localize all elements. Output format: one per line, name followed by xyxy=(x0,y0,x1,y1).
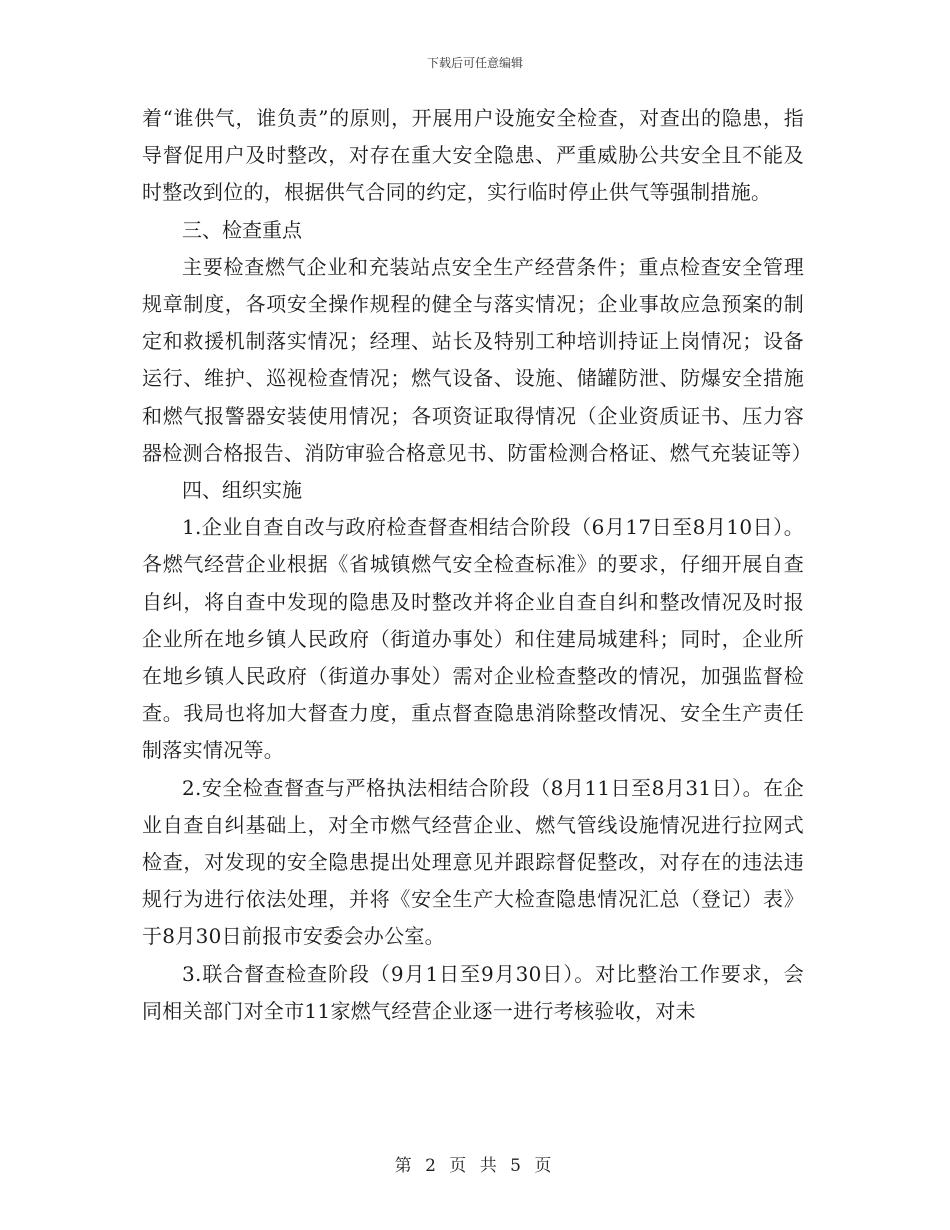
paragraph-phase-3: 3.联合督查检查阶段（9月1日至9月30日）。对比整治工作要求，会同相关部门对全市11家燃气经营企业逐一进行考核验收，对未 xyxy=(142,961,804,1023)
section-heading-inspection-focus: 三、检查重点 xyxy=(182,217,302,242)
document-body xyxy=(142,100,812,1030)
paragraph-phase-1: 1.企业自查自改与政府检查督查相结合阶段（6月17日至8月10日）。各燃气经营企业根据《省城镇燃气安全检查标准》的要求，仔细开展自查自纠，将自查中发现的隐患及时整改并将企业自查自纠和整改情况及时报企业所在地乡镇人民政府（街道办事处）和住建局城建科；同时，企业所在地乡镇人民政府（街道办事处）需对企业检查整改的情况，加强监督检查。我局也将加大督查力度，重点督查隐患消除整改情况、安全生产责任制落实情况等。 xyxy=(142,515,804,763)
paragraph-phase-2: 2.安全检查督查与严格执法相结合阶段（8月11日至8月31日）。在企业自查自纠基础上，对全市燃气经营企业、燃气管线设施情况进行拉网式检查，对发现的安全隐患提出处理意见并跟踪督促整改，对存在的违法违规行为进行依法处理，并将《安全生产大检查隐患情况汇总（登记）表》于8月30日前报市安委会办公室。 xyxy=(142,775,804,949)
paragraph-continuation: 着“谁供气，谁负责”的原则，开展用户设施安全检查，对查出的隐患，指导督促用户及时整改，对存在重大安全隐患、严重威胁公共安全且不能及时整改到位的，根据供气合同的约定，实行临时停止供气等强制措施。 xyxy=(142,106,804,205)
section-heading-organization: 四、组织实施 xyxy=(182,478,302,503)
header-note: 下载后可任意编辑 xyxy=(426,56,523,70)
paragraph-inspection-focus: 主要检查燃气企业和充装站点安全生产经营条件；重点检查安全管理规章制度，各项安全操作规程的健全与落实情况；企业事故应急预案的制定和救援机制落实情况；经理、站长及特别工种培训持证上岗情况；设备运行、维护、巡视检查情况；燃气设备、设施、储罐防泄、防爆安全措施和燃气报警器安装使用情况；各项资证取得情况（企业资质证书、压力容器检测合格报告、消防审验合格意见书、防雷检测合格证、燃气充装证等） xyxy=(142,254,812,465)
page-number-footer: 第 2 页 共 5 页 xyxy=(394,1156,556,1176)
